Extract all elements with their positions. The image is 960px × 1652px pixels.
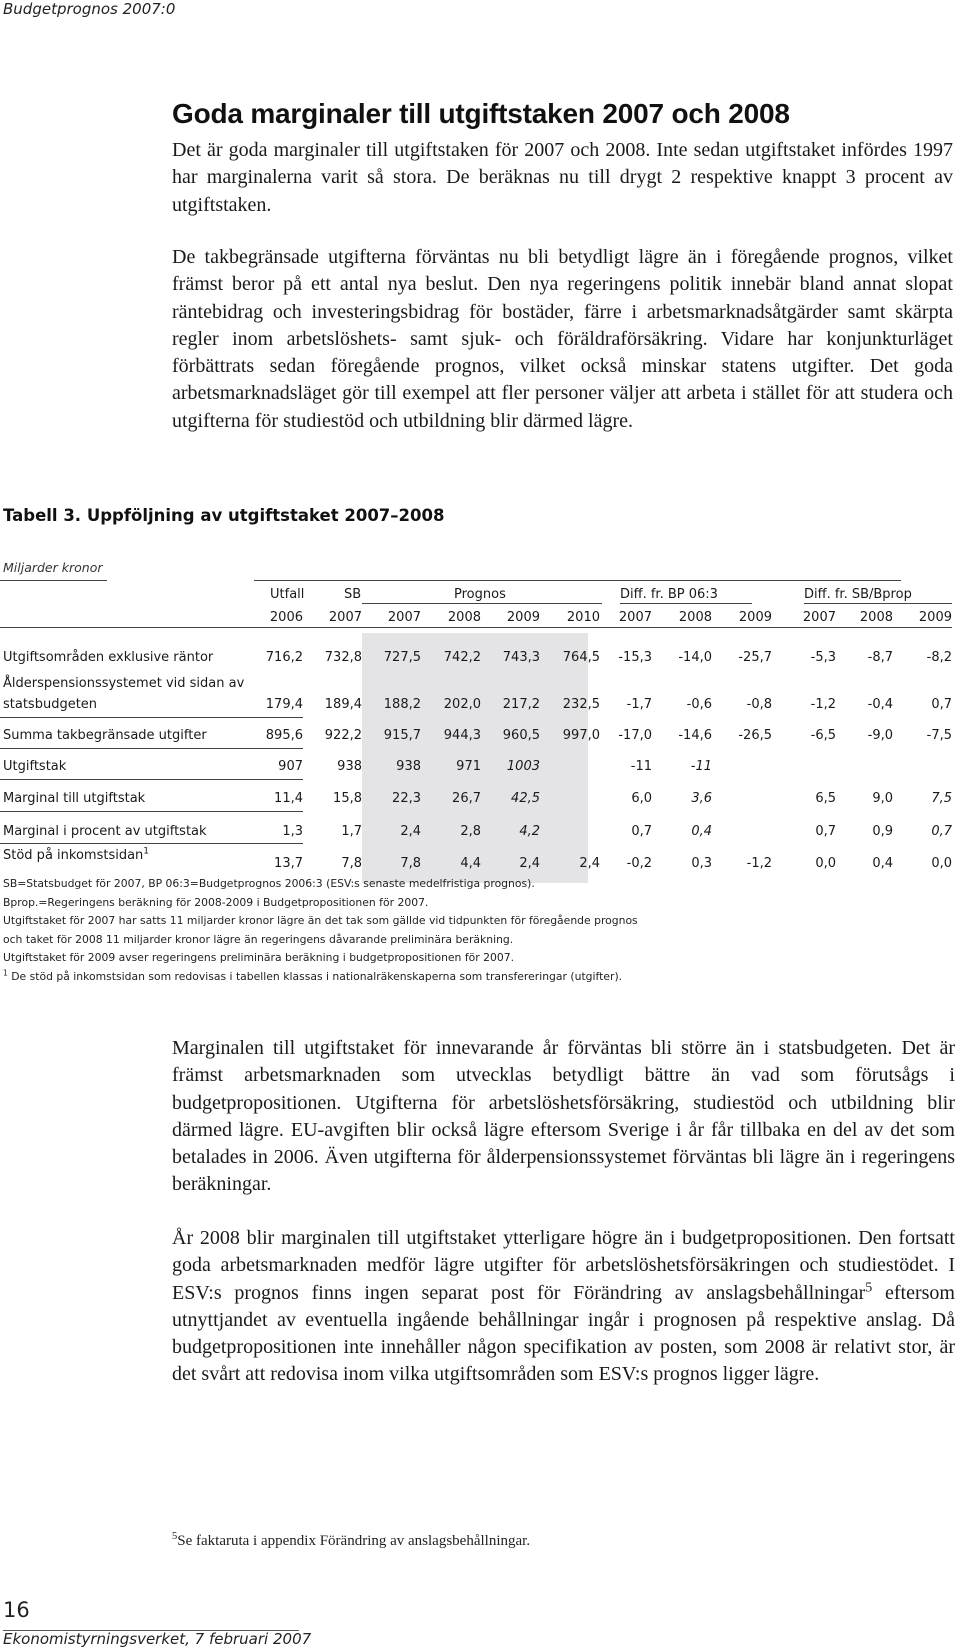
note-marker: 1 <box>3 967 8 977</box>
table-cell: 0,7 <box>815 824 836 839</box>
table-cell: 188,2 <box>383 697 421 712</box>
running-header: Budgetprognos 2007:0 <box>3 0 176 18</box>
footnote <box>172 1533 530 1550</box>
section-title: Goda marginaler till utgiftstaken 2007 och 2008 <box>172 98 790 129</box>
table-cell: 9,0 <box>872 791 893 806</box>
column-group-header: Diff. fr. BP 06:3 <box>620 587 718 602</box>
table-cell: 189,4 <box>324 697 362 712</box>
row-rule <box>0 843 303 844</box>
year-header: 2008 <box>447 610 481 625</box>
paragraph-4-text: År 2008 blir marginalen till utgiftstaket ytterligare högre än i budgetpropositionen. Den fortsatt goda arbetsmarknaden medför lägre utgifter för arbetslöshetsförsäkringen och studiestödet. I ESV:s prognos finns ingen separat post för Förändring av anslagsbehållningar <box>172 1227 955 1304</box>
row-rule <box>0 748 303 749</box>
table-cell: 960,5 <box>502 728 540 743</box>
year-header: 2007 <box>328 610 362 625</box>
row-rule <box>0 811 303 812</box>
table-cell: 922,2 <box>324 728 362 743</box>
table-cell: 2,4 <box>519 856 540 871</box>
table-cell: 0,4 <box>872 856 893 871</box>
table-note: Utgiftstaket för 2009 avser regeringens preliminära beräkning i budgetpropositionen för 2007. <box>3 951 515 964</box>
table-cell: 1,3 <box>282 824 303 839</box>
paragraph-2: De takbegränsade utgifterna förväntas nu bli betydligt lägre än i föregående prognos, vilket främst beror på ett antal nya beslut. Den nya regeringens politik innebär bland annat slopat räntebidrag och investeringsbidrag för bostäder, färre i arbetsmarknadsåtgärder samt skärpta regler inom arbetslöshets- samt sjuk- och föräldraförsäkring. Vidare har konjunkturläget förbättrats sedan föregående prognos, vilket också minskar statens utgifter. Det goda arbetsmarknadsläget gör till exempel att fler personer väljer att arbeta i stället för att studera och utgifterna för studiestöd och utbildning blir därmed lägre. <box>172 246 953 432</box>
table-cell: 0,0 <box>931 856 952 871</box>
row-label: Stöd på inkomstsidan$^1$ <box>3 846 150 863</box>
column-group-header: SB <box>344 587 362 602</box>
table-cell: -6,5 <box>810 728 836 743</box>
table-cell: 716,2 <box>265 650 303 665</box>
page-number: 16 <box>3 1598 30 1622</box>
table-title: Tabell 3. Uppföljning av utgiftstaket 2007–2008 <box>3 506 445 525</box>
footer-publisher-date: Ekonomistyrningsverket, 7 februari 2007 <box>3 1630 312 1648</box>
table-cell: -14,6 <box>678 728 712 743</box>
table-cell: 42,5 <box>511 791 540 806</box>
table-cell: 0,7 <box>931 697 952 712</box>
table-cell: 6,0 <box>631 791 652 806</box>
table-note <box>3 968 638 987</box>
table-cell: 7,8 <box>400 856 421 871</box>
year-header: 2008 <box>859 610 893 625</box>
row-label: Utgiftstak <box>3 759 67 774</box>
table-notes <box>3 875 638 986</box>
footnote-text: Se faktaruta i appendix Förändring av anslagsbehållningar. <box>177 1533 531 1549</box>
year-header: 2007 <box>618 610 652 625</box>
row-rule <box>0 717 303 718</box>
table-cell: 13,7 <box>274 856 303 871</box>
table-cell: 915,7 <box>383 728 421 743</box>
table-note: Bprop.=Regeringens beräkning för 2008-2009 i Budgetpropositionen för 2007. <box>3 895 429 909</box>
column-group-header: Utfall <box>270 587 305 602</box>
year-header: 2010 <box>566 610 600 625</box>
table-cell: 743,3 <box>502 650 540 665</box>
year-header: 2007 <box>802 610 836 625</box>
table-cell: -1,7 <box>626 697 652 712</box>
table-cell: -25,7 <box>738 650 772 665</box>
table-cell: 7,8 <box>341 856 362 871</box>
year-header: 2009 <box>506 610 540 625</box>
row-label: Marginal till utgiftstak <box>3 791 146 806</box>
table-cell: 0,3 <box>691 856 712 871</box>
table-cell: -8,7 <box>867 650 893 665</box>
table-cell: -0,2 <box>626 856 652 871</box>
year-header: 2006 <box>269 610 303 625</box>
table-cell: 0,9 <box>872 824 893 839</box>
table-cell: 4,2 <box>519 824 540 839</box>
table-cell: 1003 <box>506 759 540 774</box>
table-cell: 26,7 <box>452 791 481 806</box>
table-cell: 727,5 <box>383 650 421 665</box>
group-underline <box>620 603 752 604</box>
table-cell: 6,5 <box>815 791 836 806</box>
table-cell: 0,7 <box>931 824 952 839</box>
table-cell: 2,4 <box>400 824 421 839</box>
group-underline <box>362 603 602 604</box>
year-header: 2009 <box>738 610 772 625</box>
table-unit: Miljarder kronor <box>3 560 103 575</box>
table-cell: -11 <box>690 759 712 774</box>
table-cell: -8,2 <box>926 650 952 665</box>
table-cell: 944,3 <box>443 728 481 743</box>
column-group-header: Diff. fr. SB/Bprop <box>804 587 912 602</box>
table-cell: 938 <box>396 759 421 774</box>
table-cell: -0,4 <box>867 697 893 712</box>
table-cell: 971 <box>456 759 481 774</box>
table-cell: 0,0 <box>815 856 836 871</box>
table-cell: -14,0 <box>678 650 712 665</box>
table-cell: 0,7 <box>631 824 652 839</box>
table-cell: 764,5 <box>562 650 600 665</box>
footnote-marker: 5 <box>172 1531 178 1542</box>
paragraph-4 <box>172 1225 955 1389</box>
table-cell: 217,2 <box>502 697 540 712</box>
table-cell: -9,0 <box>867 728 893 743</box>
table-cell: 7,5 <box>931 791 952 806</box>
table-cell: -0,8 <box>746 697 772 712</box>
table-cell: 3,6 <box>691 791 712 806</box>
year-header: 2007 <box>387 610 421 625</box>
table-cell: 938 <box>337 759 362 774</box>
row-label: Summa takbegränsade utgifter <box>3 728 207 743</box>
table-cell: -1,2 <box>746 856 772 871</box>
table-cell: -7,5 <box>926 728 952 743</box>
footnote-ref[interactable]: 5 <box>865 1279 873 1295</box>
row-label-footnote-marker: 1 <box>143 846 150 857</box>
year-header: 2009 <box>918 610 952 625</box>
table-note: Utgiftstaket för 2007 har satts 11 miljarder kronor lägre än det tak som gällde vid tidpunkten för föregående prognos <box>3 914 638 927</box>
table-cell: 179,4 <box>265 697 303 712</box>
paragraph-4-text-cont: eftersom utnyttjandet av eventuella ingående behållningar ingår i prognosen på respektive anslag. Då budgetpropositionen inte innehåller någon specifikation av posten, som 2008 är relativt stor, är det svårt att redovisa inom vilka utgiftsområden som ESV:s prognos ligger lägre. <box>172 1281 955 1386</box>
table-cell: -5,3 <box>810 650 836 665</box>
table-cell: -11 <box>630 759 652 774</box>
table-cell: -17,0 <box>618 728 652 743</box>
table-cell: 2,4 <box>579 856 600 871</box>
table-cell: 202,0 <box>443 697 481 712</box>
table-cell: 997,0 <box>562 728 600 743</box>
table-top-rule-left <box>0 580 107 581</box>
year-header: 2008 <box>678 610 712 625</box>
table-cell: 232,5 <box>562 697 600 712</box>
paragraph-3: Marginalen till utgiftstaket för innevarande år förväntas bli större än i statsbudgeten. Det är främst arbetsmarknaden som utvecklas betydligt bättre än vad som förutsågs i budgetpropositionen. Utgifterna för arbetslöshetsförsäkring, studiestöd och utbildning blir därmed lägre. EU-avgiften blir också lägre eftersom Sverige i år får tillbaka en del av det som betalades in 2006. Även utgifterna för ålderpensionssystemet förväntas bli lägre än i regeringens beräkningar. <box>172 1037 955 1196</box>
table-cell: -26,5 <box>738 728 772 743</box>
table-cell: 0,4 <box>691 824 712 839</box>
row-label-line1: Ålderspensionssystemet vid sidan av <box>3 676 245 691</box>
group-underline <box>804 603 952 604</box>
table-note: SB=Statsbudget för 2007, BP 06:3=Budgetprognos 2006:3 (ESV:s senaste medelfristiga prognos). <box>3 877 535 890</box>
table-cell: 895,6 <box>265 728 303 743</box>
table-cell: 22,3 <box>392 791 421 806</box>
table-cell: 15,8 <box>333 791 362 806</box>
table-cell: 742,2 <box>443 650 481 665</box>
row-label: Marginal i procent av utgiftstak <box>3 824 207 839</box>
table-top-rule-right <box>254 580 901 581</box>
table-cell: 2,8 <box>460 824 481 839</box>
table-cell: 4,4 <box>460 856 481 871</box>
note-text: De stöd på inkomstsidan som redovisas i tabellen klassas i nationalräkenskaperna som transfereringar (utgifter). <box>7 969 623 983</box>
table-cell: -0,6 <box>686 697 712 712</box>
table-note: och taket för 2008 11 miljarder kronor lägre än regeringens dåvarande preliminära beräkning. <box>3 932 514 946</box>
table-cell: 732,8 <box>324 650 362 665</box>
table-cell: 907 <box>278 759 303 774</box>
prognos-highlight <box>362 633 588 883</box>
row-label: Utgiftsområden exklusive räntor <box>3 650 214 665</box>
row-rule <box>0 779 303 780</box>
row-label: statsbudgeten <box>3 697 98 712</box>
table-cell: 1,7 <box>341 824 362 839</box>
paragraph-1: Det är goda marginaler till utgiftstaken för 2007 och 2008. Inte sedan utgiftstaket infördes 1997 har marginalerna varit så stora. De beräknas nu till drygt 2 respektive knappt 3 procent av utgiftstaken. <box>172 139 953 216</box>
table-cell: 11,4 <box>274 791 303 806</box>
table-cell: -1,2 <box>810 697 836 712</box>
column-group-header: Prognos <box>454 587 506 602</box>
table-cell: -15,3 <box>618 650 652 665</box>
row-rule <box>0 627 952 628</box>
